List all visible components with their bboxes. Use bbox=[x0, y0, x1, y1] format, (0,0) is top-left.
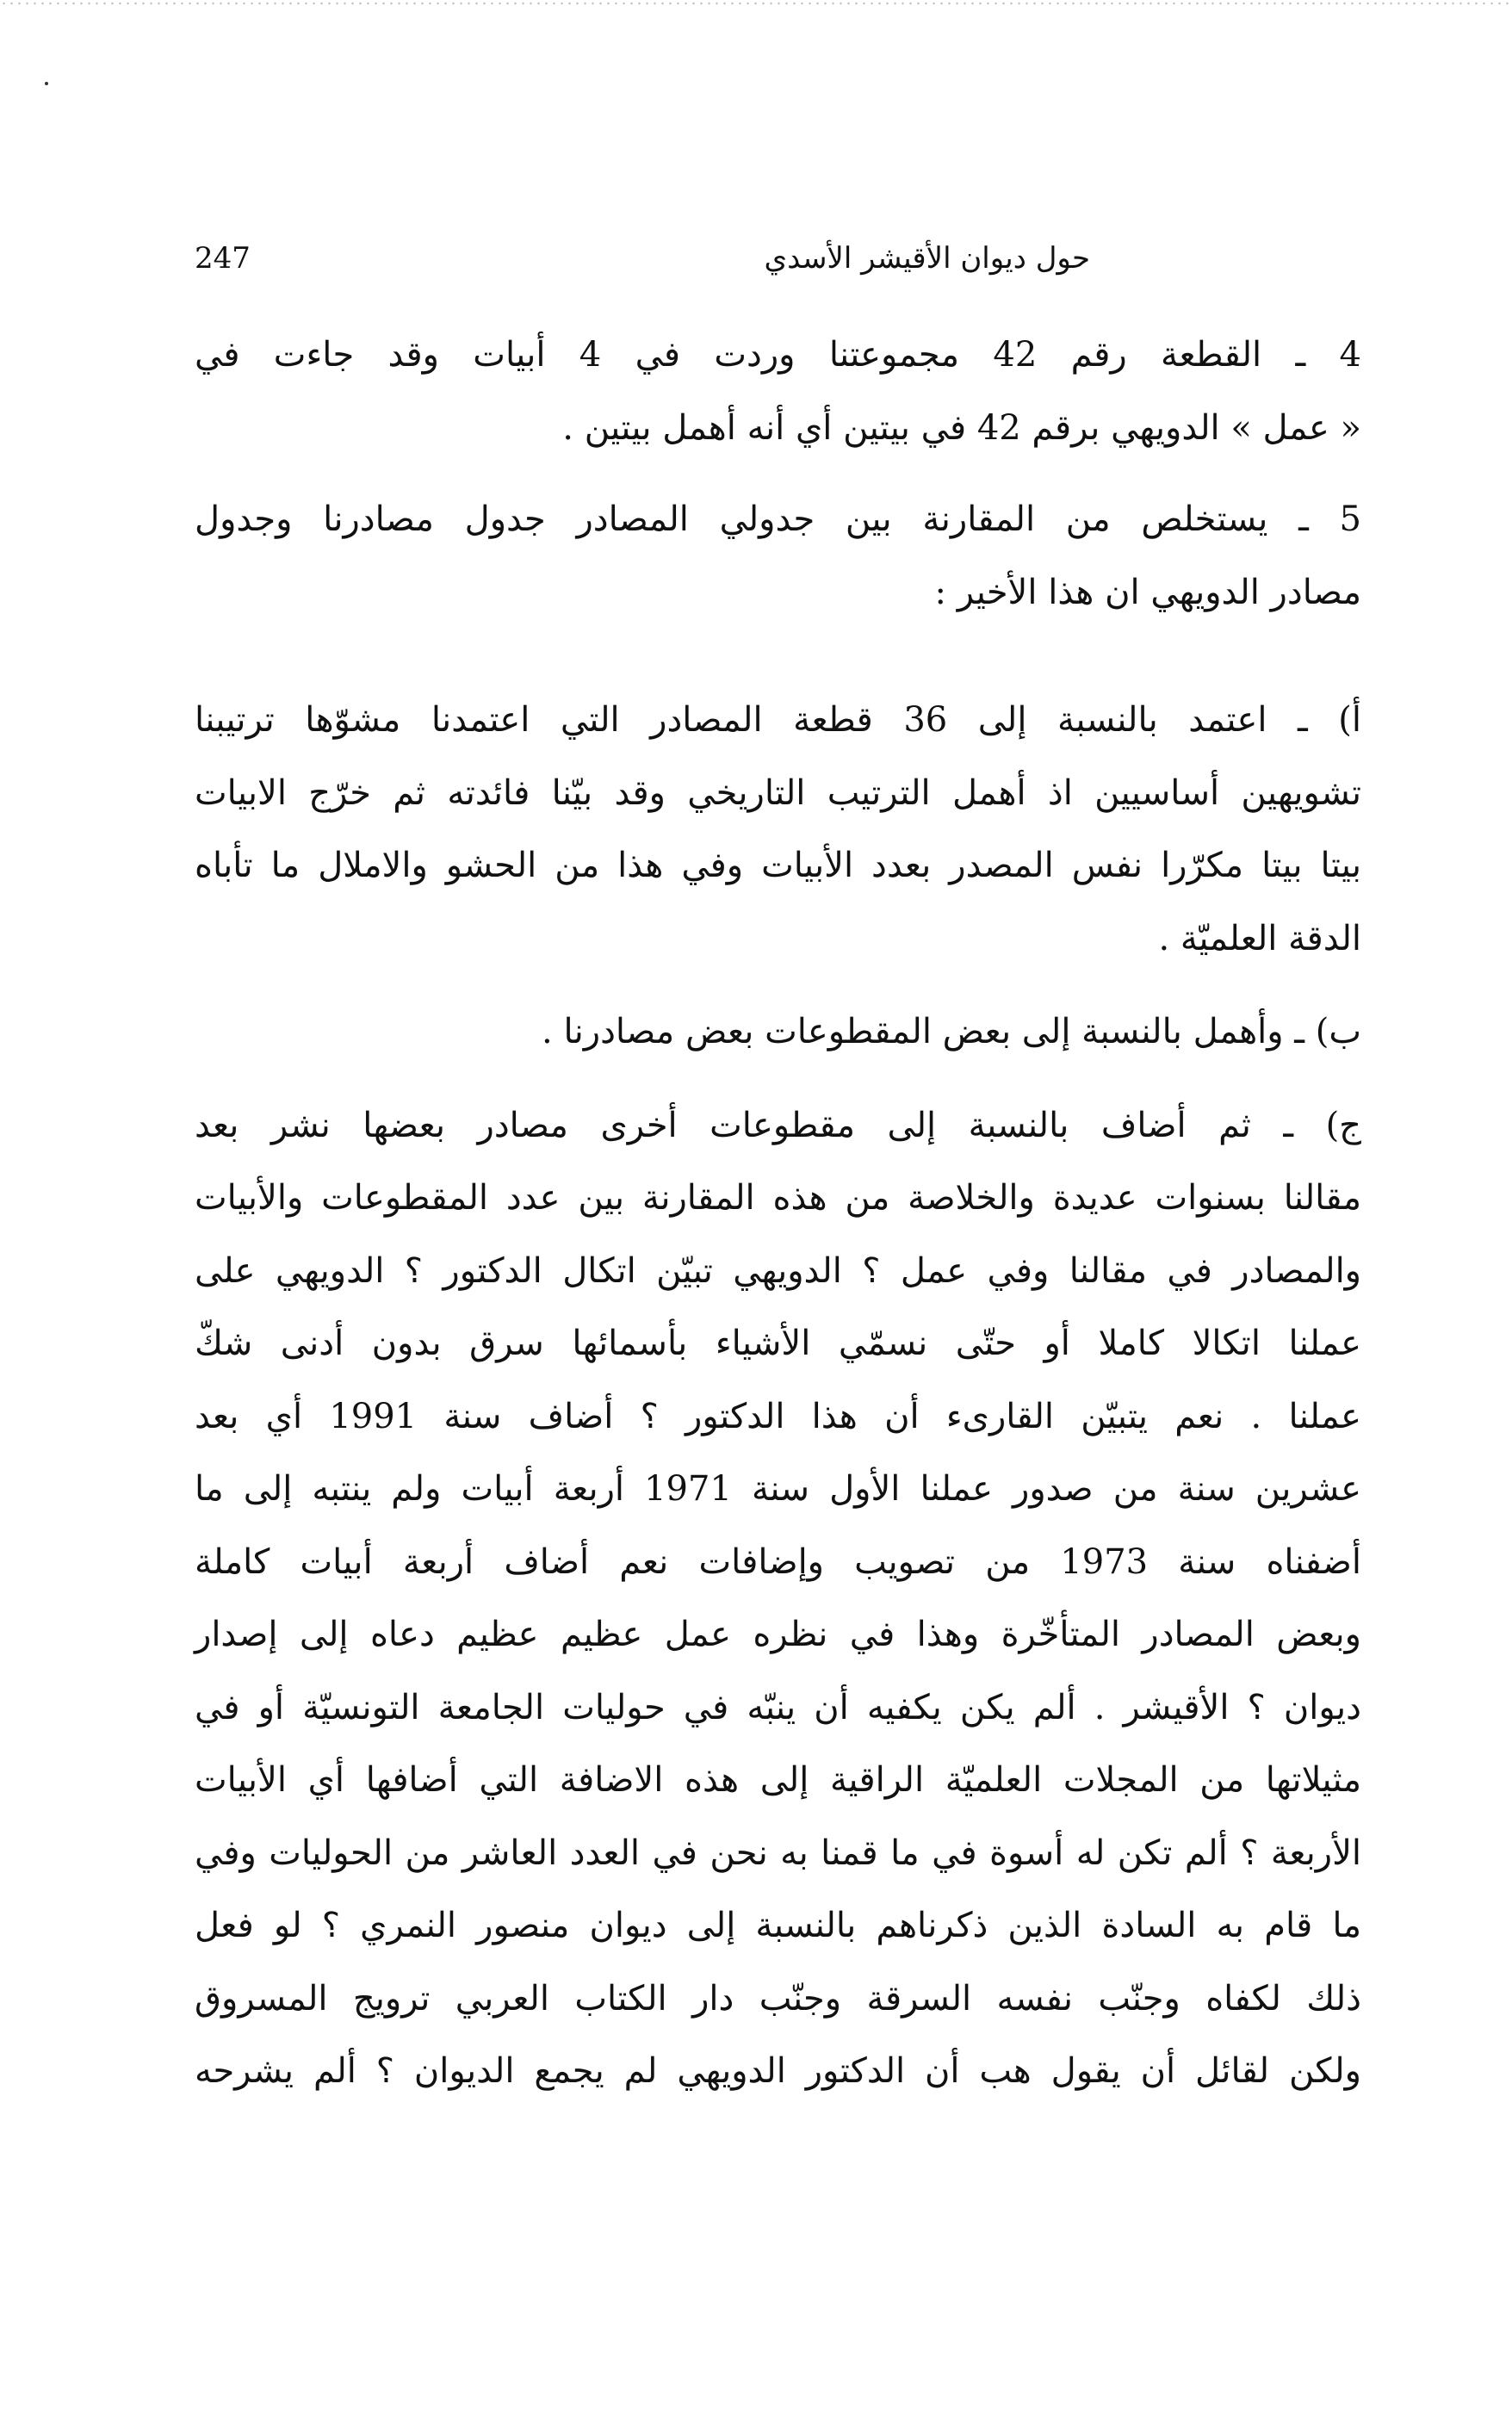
page-number: 247 bbox=[195, 241, 251, 276]
text-line: مصادر الدويهي ان هذا الأخير : bbox=[934, 572, 1361, 612]
text-line: 5 ـ يستخلص من المقارنة بين جدولي المصادر جدول مصادرنا وجدول bbox=[195, 499, 1361, 539]
text-line: ما قام به السادة الذين ذكرناهم بالنسبة إلى ديوان منصور النمري ؟ لو فعل bbox=[195, 1906, 1361, 1945]
text-line: وبعض المصادر المتأخّرة وهذا في نظره عمل عظيم عظيم دعاه إلى إصدار bbox=[195, 1615, 1361, 1654]
text-line: « عمل » الدويهي برقم 42 في بيتين أي أنه أهمل بيتين . bbox=[562, 407, 1361, 448]
paragraph-point-b bbox=[195, 995, 1361, 1069]
text-line: عملنا اتكالا كاملا أو حتّى نسمّي الأشياء بأسمائها سرق بدون أدنى شكّ bbox=[195, 1324, 1361, 1363]
paragraph-item-5 bbox=[195, 483, 1361, 629]
paragraph-item-4 bbox=[195, 319, 1361, 464]
running-title: حول ديوان الأقيشر الأسدي bbox=[764, 241, 1090, 276]
text-line: أ) ـ اعتمد بالنسبة إلى 36 قطعة المصادر التي اعتمدنا مشوّها ترتيبنا bbox=[195, 700, 1362, 740]
running-header bbox=[195, 233, 1357, 284]
text-line: ذلك لكفاه وجنّب نفسه السرقة وجنّب دار الكتاب العربي ترويج المسروق bbox=[195, 1978, 1361, 2019]
text-line: الدقة العلميّة . bbox=[1158, 918, 1361, 958]
text-line: مثيلاتها من المجلات العلميّة الراقية إلى هذه الاضافة التي أضافها أي الأبيات bbox=[195, 1760, 1361, 1800]
paragraph-point-c bbox=[195, 1089, 1361, 2108]
text-line: مقالنا بسنوات عديدة والخلاصة من هذه المقارنة بين عدد المقطوعات والأبيات bbox=[195, 1178, 1361, 1218]
text-line: ب) ـ وأهمل بالنسبة إلى بعض المقطوعات بعض مصادرنا . bbox=[542, 1012, 1361, 1051]
text-line: تشويهين أساسيين اذ أهمل الترتيب التاريخي وقد بيّنا فائدته ثم خرّج الابيات bbox=[195, 772, 1361, 813]
text-line: والمصادر في مقالنا وفي عمل ؟ الدويهي تبيّن اتكال الدكتور ؟ الدويهي على bbox=[195, 1250, 1361, 1291]
scan-speck bbox=[45, 82, 48, 85]
text-line: الأربعة ؟ ألم تكن له أسوة في ما قمنا به نحن في العدد العاشر من الحوليات وفي bbox=[195, 1833, 1361, 1873]
text-line: أضفناه سنة 1973 من تصويب وإضافات نعم أضاف أربعة أبيات كاملة bbox=[195, 1541, 1361, 1582]
text-line: ولكن لقائل أن يقول هب أن الدكتور الدويهي لم يجمع الديوان ؟ ألم يشرحه bbox=[195, 2051, 1361, 2091]
top-edge-scan-artifact bbox=[0, 0, 1512, 7]
text-line: ج) ـ ثم أضاف بالنسبة إلى مقطوعات أخرى مصادر بعضها نشر بعد bbox=[195, 1105, 1361, 1145]
paragraph-point-a bbox=[195, 684, 1361, 975]
text-line: عشرين سنة من صدور عملنا الأول سنة 1971 أربعة أبيات ولم ينتبه إلى ما bbox=[195, 1469, 1361, 1509]
text-line: ديوان ؟ الأقيشر . ألم يكن يكفيه أن ينبّه في حوليات الجامعة التونسيّة أو في bbox=[195, 1687, 1361, 1727]
body-text bbox=[195, 319, 1361, 2108]
text-line: 4 ـ القطعة رقم 42 مجموعتنا وردت في 4 أبيات وقد جاءت في bbox=[195, 335, 1361, 375]
text-line: بيتا بيتا مكرّرا نفس المصدر بعدد الأبيات وفي هذا من الحشو والاملال ما تأباه bbox=[195, 846, 1361, 885]
text-line: عملنا . نعم يتبيّن القارىء أن هذا الدكتور ؟ أضاف سنة 1991 أي بعد bbox=[195, 1396, 1361, 1436]
